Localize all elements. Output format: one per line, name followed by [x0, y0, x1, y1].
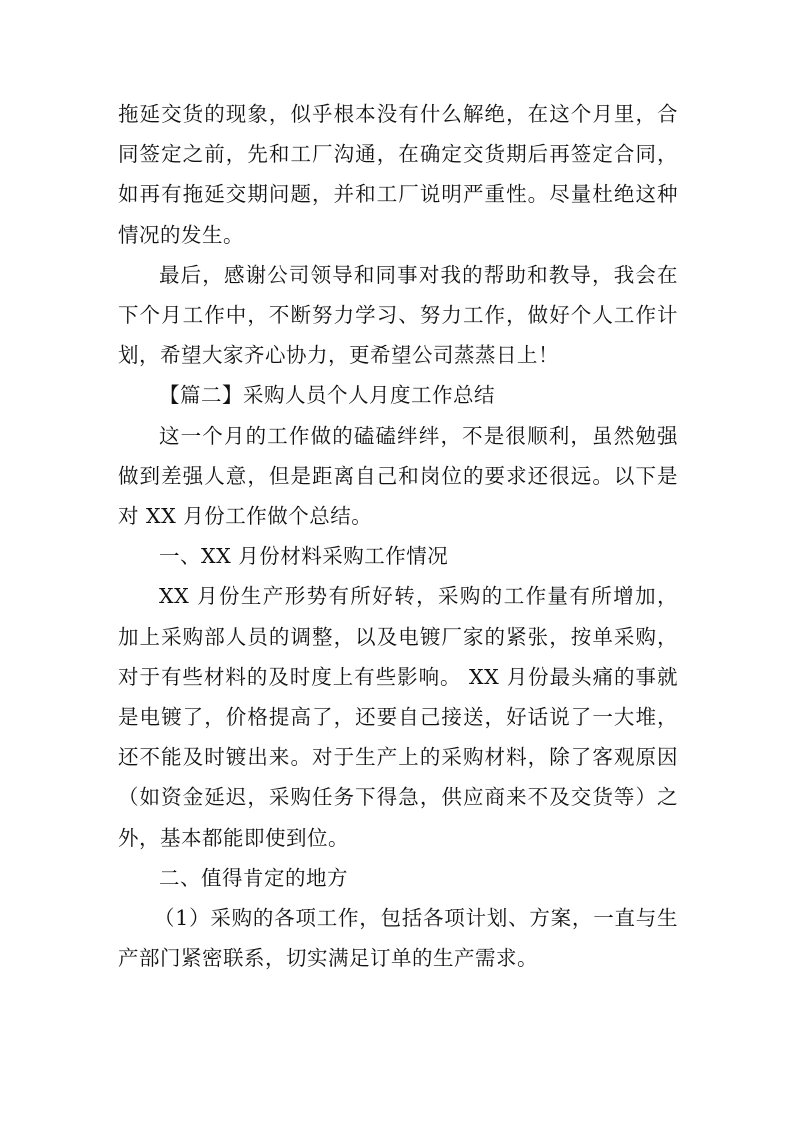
section-title-part-two: 【篇二】采购人员个人月度工作总结 [159, 383, 495, 408]
heading-material-purchasing: 一、XX 月份材料采购工作情况 [159, 544, 449, 569]
paragraph-month-summary-intro: 这一个月的工作做的磕磕绊绊，不是很顺利，虽然勉强做到差强人意，但是距离自己和岗位的要求还很远。以下是对 XX 月份工作做个总结。 [118, 423, 678, 529]
heading-positive-points: 二、值得肯定的地方 [159, 865, 348, 890]
paragraph-material-purchasing: XX 月份生产形势有所好转，采购的工作量有所增加，加上采购部人员的调整，以及电镀厂家的紧张，按单采购，对于有些材料的及时度上有些影响。 XX 月份最头痛的事就是电镀了，价格提高了，还要自己接送，好话说了一大堆，还不能及时镀出来。对于生产上的采购材料，除了客观原因（如资金延迟，采购任务下得急，供应商来不及交货等）之外，基本都能即使到位。 [118, 584, 678, 850]
paragraph-delivery-delay: 拖延交货的现象，似乎根本没有什么解绝，在这个月里，合同签定之前，先和工厂沟通，在确定交货期后再签定合同，如再有拖延交期问题，并和工厂说明严重性。尽量杜绝这种情况的发生。 [118, 102, 678, 247]
paragraph-point-one: （1）采购的各项工作，包括各项计划、方案，一直与生产部门紧密联系，切实满足订单的生产需求。 [118, 906, 678, 971]
paragraph-thanks: 最后，感谢公司领导和同事对我的帮助和教导，我会在下个月工作中，不断努力学习、努力工作，做好个人工作计划，希望大家齐心协力，更希望公司蒸蒸日上！ [118, 262, 678, 368]
document-body [118, 94, 678, 978]
